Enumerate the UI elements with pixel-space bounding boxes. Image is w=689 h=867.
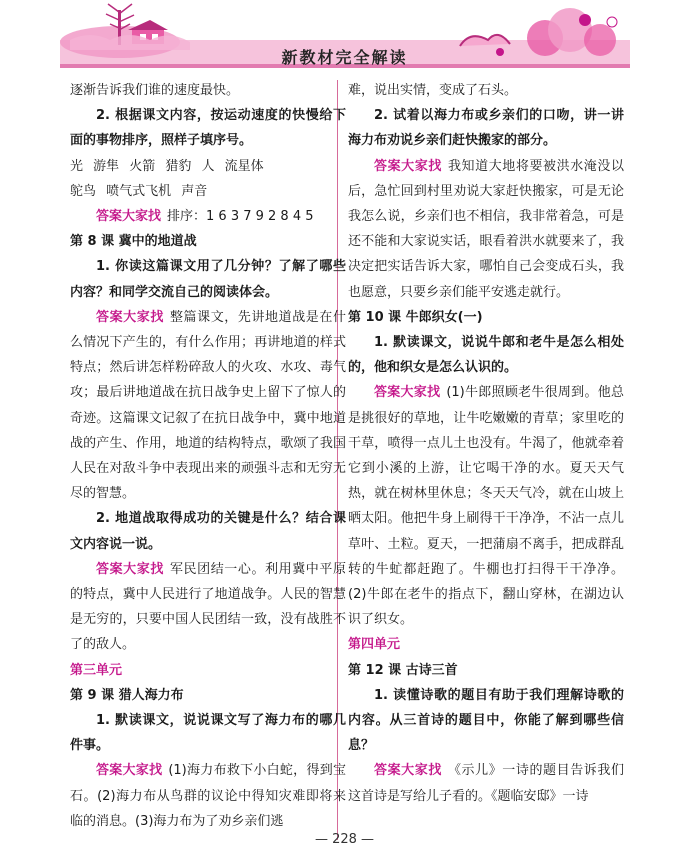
- answer-paragraph: [70, 204, 346, 229]
- question-paragraph: 1. 读懂诗歌的题目有助于我们理解诗歌的内容。从三首诗的题目中，你能了解到哪些信息？: [348, 687, 624, 754]
- answer-text: 《示儿》一诗的题目告诉我们这首诗是写给儿子看的。《题临安邸》一诗: [348, 763, 624, 804]
- lesson-heading: 第 9 课 猎人海力布: [70, 687, 184, 703]
- answer-paragraph: [348, 758, 624, 808]
- continued-text: 难，说出实情，变成了石头。: [348, 83, 518, 98]
- question-paragraph: 2. 试着以海力布或乡亲们的口吻，讲一讲海力布劝说乡亲们赶快搬家的部分。: [348, 108, 624, 149]
- answer-paragraph: [348, 154, 624, 305]
- page-header: [0, 0, 689, 78]
- item-list: 鸵鸟 喷气式飞机 声音: [70, 183, 208, 199]
- right-column: [348, 78, 624, 809]
- answer-paragraph: [70, 557, 346, 658]
- question-paragraph: 1. 你读这篇课文用了几分钟？了解了哪些内容？和同学交流自己的阅读体会。: [70, 259, 346, 300]
- lesson-heading: 第 12 课 古诗三首: [348, 662, 458, 678]
- page-number: — 228 —: [314, 832, 375, 847]
- answer-text: 整篇课文，先讲地道战是在什么情况下产生的，有什么作用；再讲地道的样式特点；然后讲怎样粉碎敌人的火攻、水攻、毒气攻；最后讲地道战在抗日战争史上留下了惊人的奇迹。这篇课文记叙了在抗日战争中，冀中地道战的产生、作用，地道的结构特点，歌颂了我国人民在对敌斗争中表现出来的顽强斗志和无穷无尽的智慧。: [70, 309, 346, 502]
- question-paragraph: 1. 默读课文，说说课文写了海力布的哪几件事。: [70, 713, 346, 754]
- answer-text: 军民团结一心。利用冀中平原的特点，冀中人民进行了地道战争。人民的智慧是无穷的，只要中国人民团结一致，没有战胜不了的敌人。: [70, 561, 346, 653]
- question-paragraph: 2. 地道战取得成功的关键是什么？结合课文内容说一说。: [70, 511, 346, 552]
- lesson-heading: 第 8 课 冀中的地道战: [70, 234, 197, 250]
- lesson-heading: 第 10 课 牛郎织女(一): [348, 309, 483, 325]
- answer-text: 我知道大地将要被洪水淹没以后，急忙回到村里劝说大家赶快搬家，可是无论我怎么说，乡亲们也不相信，我非常着急，可是还不能和大家说实话，眼看着洪水就要来了，我决定把实话告诉大家，哪怕自己会变成石头，我也愿意，只要乡亲们能平安逃走就行。: [348, 158, 624, 300]
- continued-text: 逐渐告诉我们谁的速度最快。: [70, 83, 240, 98]
- answer-tag: 答案大家找: [96, 209, 162, 225]
- answer-text: (1)牛郎照顾老牛很周到。他总是挑很好的草地，让牛吃嫩嫩的青草；家里吃的干草，喷得一点儿土也没有。牛渴了，他就牵着它到小溪的上游，让它喝干净的水。夏天天气热，就在树林里休息；冬天天气冷，就在山坡上晒太阳。他把牛身上刷得干干净净，不沾一点儿草叶、土粒。夏天，一把蒲扇不离手，把成群乱转的牛虻都赶跑了。牛棚也打扫得干干净净。(2)牛郎在老牛的指点下，翻山穿林，在湖边认识了织女。: [348, 385, 624, 628]
- unit-heading: 第三单元: [70, 662, 123, 678]
- left-column: [70, 78, 346, 834]
- answer-text: (1)海力布救下小白蛇，得到宝石。(2)海力布从鸟群的议论中得知灾难即将来临的消息。(3)海力布为了劝乡亲们逃: [70, 763, 346, 829]
- answer-tag: 答案大家找: [96, 561, 164, 577]
- header-title: 新教材完全解读: [281, 48, 408, 67]
- answer-text: 排序：1 6 3 7 9 2 8 4 5: [167, 209, 314, 225]
- answer-tag: 答案大家找: [374, 763, 442, 779]
- answer-tag: 答案大家找: [96, 309, 164, 325]
- answer-tag: 答案大家找: [96, 763, 163, 779]
- question-paragraph: 1. 默读课文，说说牛郎和老牛是怎么相处的，他和织女是怎么认识的。: [348, 335, 624, 376]
- question-paragraph: 2. 根据课文内容，按运动速度的快慢给下面的事物排序，照样子填序号。: [70, 108, 346, 149]
- answer-tag: 答案大家找: [374, 158, 442, 174]
- answer-tag: 答案大家找: [374, 385, 441, 401]
- answer-paragraph: [348, 380, 624, 632]
- answer-paragraph: [70, 305, 346, 507]
- unit-heading: 第四单元: [348, 637, 401, 653]
- item-list: 光 游隼 火箭 猎豹 人 流星体: [70, 158, 264, 174]
- answer-paragraph: [70, 758, 346, 834]
